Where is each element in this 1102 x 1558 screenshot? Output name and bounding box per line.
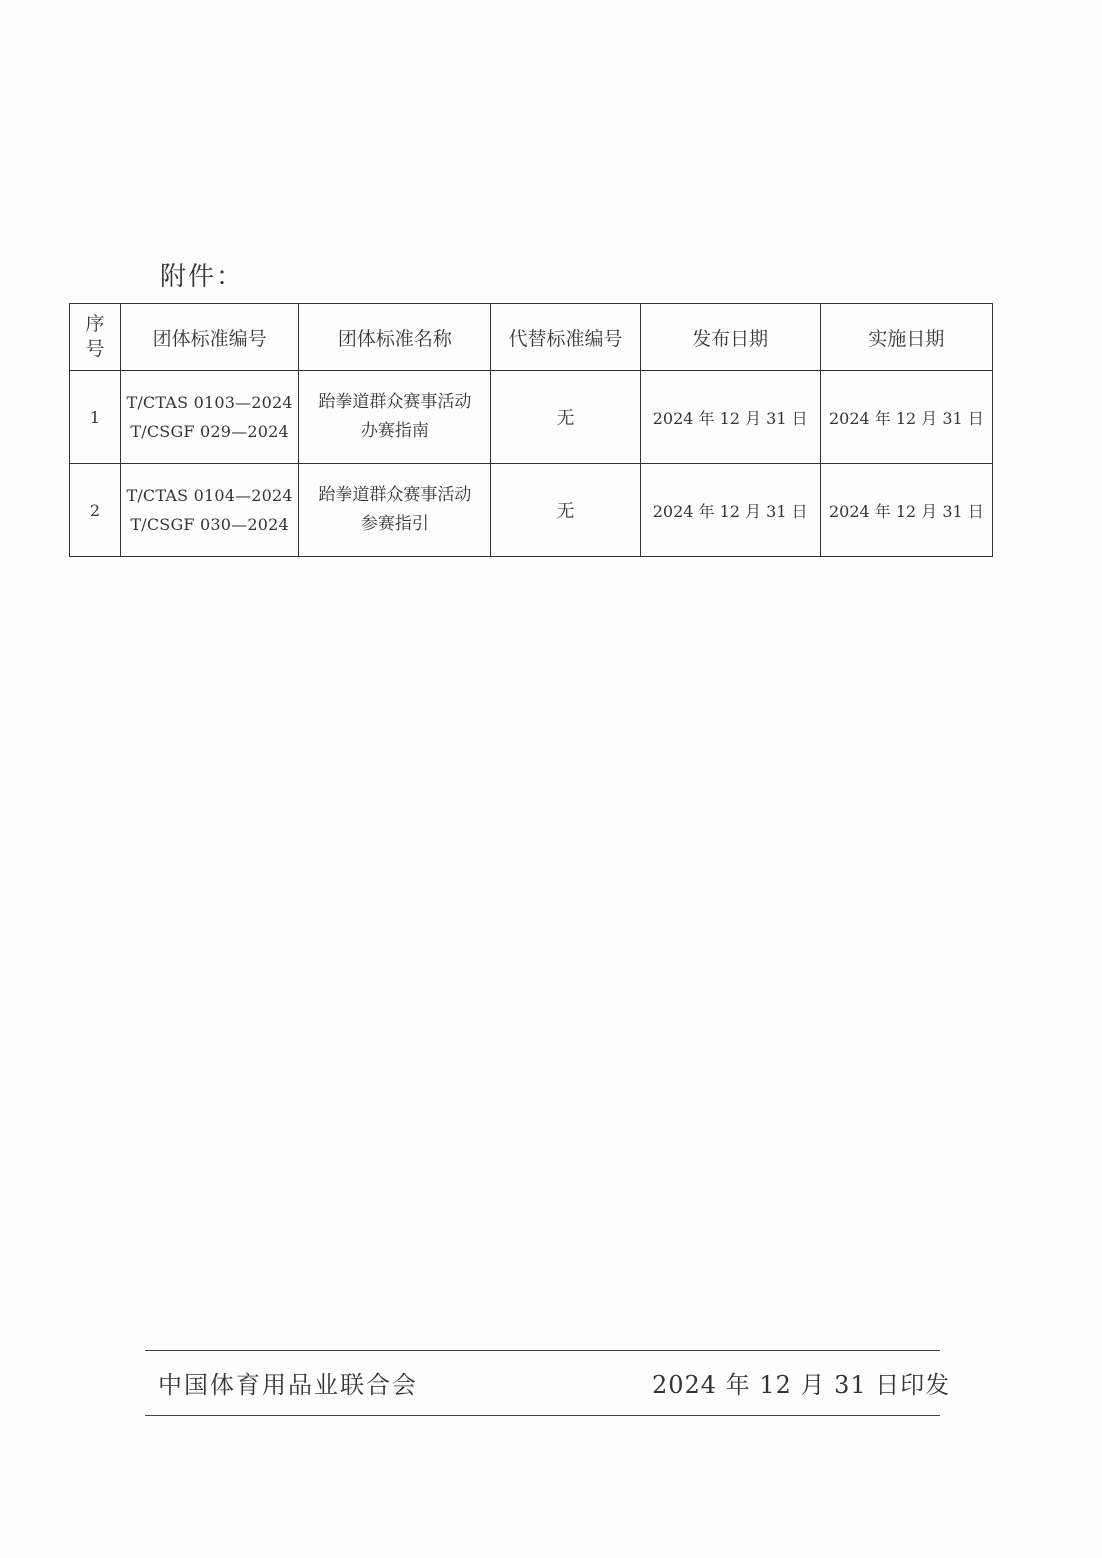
- row-replace-code: 无: [491, 464, 640, 557]
- standards-table: [69, 303, 993, 557]
- standard-code-line: T/CTAS 0103—2024: [126, 393, 293, 412]
- standard-name-line: 跆拳道群众赛事活动: [318, 392, 472, 412]
- header-seq: [70, 304, 121, 371]
- attachment-heading: 附件：: [160, 262, 245, 292]
- header-seq-line1: 序: [85, 313, 105, 335]
- table-row: [70, 371, 993, 464]
- standard-code-line: T/CTAS 0104—2024: [126, 486, 293, 505]
- standard-code-line: T/CSGF 030—2024: [130, 515, 289, 534]
- row-implement-date: 2024 年 12 月 31 日: [820, 371, 992, 464]
- table-row: [70, 464, 993, 557]
- header-replace: 代替标准编号: [491, 304, 640, 371]
- footer-issue-date: 2024 年 12 月 31 日印发: [652, 1371, 951, 1399]
- header-publish-date: 发布日期: [640, 304, 820, 371]
- table-header-row: [70, 304, 993, 371]
- row-replace-code: 无: [491, 371, 640, 464]
- header-seq-line2: 号: [85, 338, 105, 360]
- row-standard-name: [299, 371, 491, 464]
- standard-name-line: 参赛指引: [360, 514, 429, 534]
- footer-organization: 中国体育用品业联合会: [158, 1371, 418, 1399]
- row-seq: 2: [70, 464, 121, 557]
- header-name: 团体标准名称: [299, 304, 491, 371]
- row-publish-date: 2024 年 12 月 31 日: [640, 371, 820, 464]
- header-implement-date: 实施日期: [820, 304, 992, 371]
- row-implement-date: 2024 年 12 月 31 日: [820, 464, 992, 557]
- row-standard-name: [299, 464, 491, 557]
- row-standard-code: [121, 371, 299, 464]
- standard-code-line: T/CSGF 029—2024: [130, 422, 289, 441]
- header-code: 团体标准编号: [121, 304, 299, 371]
- standard-name-line: 跆拳道群众赛事活动: [318, 485, 472, 505]
- footer-divider-top: [145, 1350, 940, 1351]
- row-seq: 1: [70, 371, 121, 464]
- row-standard-code: [121, 464, 299, 557]
- standard-name-line: 办赛指南: [360, 421, 429, 441]
- footer-divider-bottom: [145, 1415, 940, 1416]
- row-publish-date: 2024 年 12 月 31 日: [640, 464, 820, 557]
